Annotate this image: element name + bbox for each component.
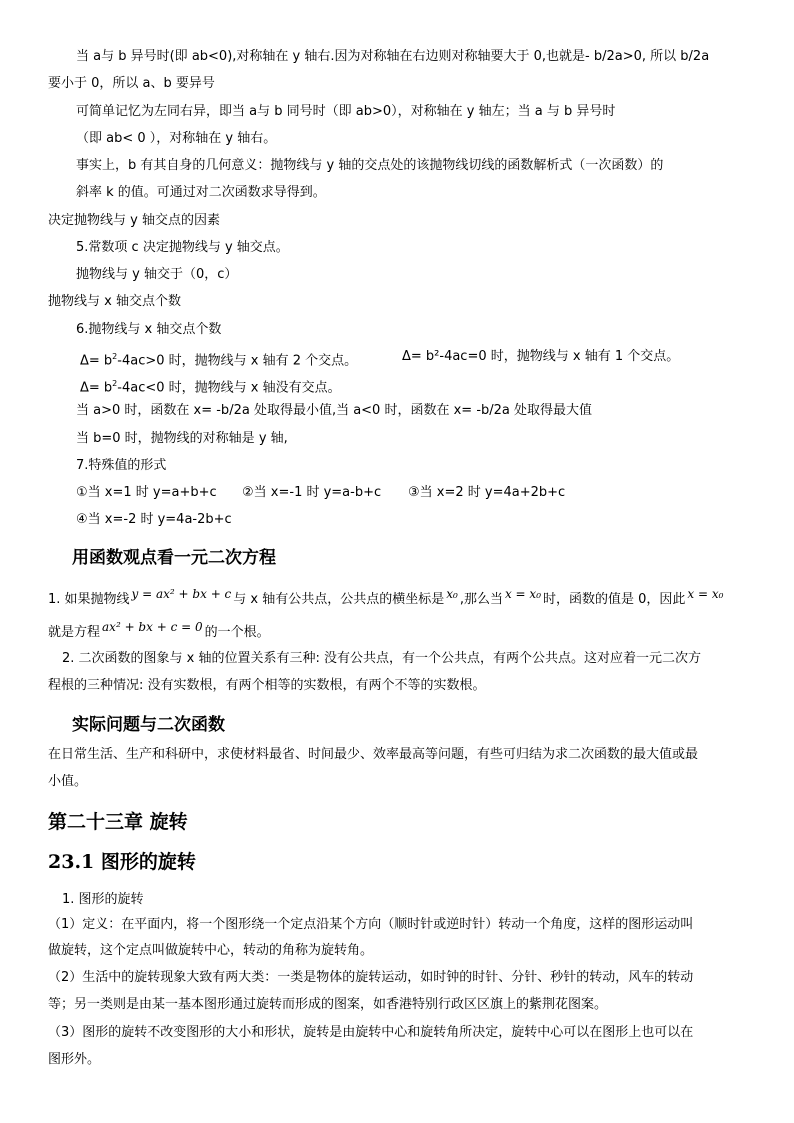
b-meaning-line: 事实上，b 有其自身的几何意义：抛物线与 y 轴的交点处的该抛物线切线的函数解析式（一次函数）的: [76, 158, 664, 173]
special-value-1: ①当 x=1 时 y=a+b+c: [76, 485, 217, 500]
rotation-examples-cont: 等；另一类则是由某一基本图形通过旋转而形成的图案，如香港特别行政区区旗上的紫荆花图案。: [48, 997, 608, 1012]
constant-c-line: 5.常数项 c 决定抛物线与 y 轴交点。: [76, 240, 289, 255]
rotation-properties: （3）图形的旋转不改变图形的大小和形状，旋转是由旋转中心和旋转角所决定，旋转中心可以在图形上也可以在: [48, 1025, 694, 1040]
equation-para-1: 1. 如果抛物线 y = ax² + bx + c 与 x 轴有公共点，公共点的横坐标是 x₀ ,那么当 x = x₀ 时，函数的值是 0，因此 x = x₀: [48, 587, 724, 607]
memory-tip-line: 可简单记忆为左同右异，即当 a与 b 同号时（即 ab>0），对称轴在 y 轴左；当 a 与 b 异号时: [76, 104, 616, 119]
section-heading-equation: 用函数观点看一元二次方程: [72, 548, 276, 568]
extremum-line: 当 a>0 时，函数在 x= -b/2a 处取得最小值,当 a<0 时，函数在 x= -b/2a 处取得最大值: [76, 403, 593, 418]
real-problems-para: 在日常生活、生产和科研中，求使材料最省、时间最少、效率最高等问题，有些可归结为求二次函数的最大值或最: [48, 747, 699, 762]
discriminant-positive-line: $\Delta= b^2-4ac>0$ 时，抛物线与 x 轴有 2 个交点。: [80, 352, 358, 369]
section-heading-real-problems: 实际问题与二次函数: [72, 715, 225, 735]
equation-para-2-cont: 程根的三种情况: 没有实数根，有两个相等的实数根，有两个不等的实数根。: [48, 678, 486, 693]
x-intersection-count-heading: 抛物线与 x 轴交点个数: [48, 294, 181, 309]
chapter-title: 第二十三章 旋转: [48, 811, 188, 833]
section-title: 23.1 图形的旋转: [48, 851, 196, 873]
y-intercept-factor-heading: 决定抛物线与 y 轴交点的因素: [48, 213, 220, 228]
y-intercept-point-line: 抛物线与 y 轴交于（0，c）: [76, 267, 238, 282]
memory-tip-line-cont: （即 ab< 0 ），对称轴在 y 轴右。: [76, 131, 277, 146]
equation-para-1-cont: 就是方程 ax² + bx + c = 0 的一个根。: [48, 620, 270, 640]
b-zero-line: 当 b=0 时，抛物线的对称轴是 y 轴,: [76, 431, 288, 446]
special-value-2: ②当 x=-1 时 y=a-b+c: [242, 485, 382, 500]
real-problems-para-cont: 小值。: [48, 774, 88, 789]
special-values-heading: 7.特殊值的形式: [76, 458, 167, 473]
discriminant-negative-line: $\Delta= b^2-4ac<0$ 时，抛物线与 x 轴没有交点。: [80, 379, 341, 396]
rotation-definition-cont: 做旋转，这个定点叫做旋转中心，转动的角称为旋转角。: [48, 943, 374, 958]
rotation-subheading: 1. 图形的旋转: [62, 892, 144, 907]
rotation-examples: （2）生活中的旋转现象大致有两大类：一类是物体的旋转运动，如时钟的时针、分针、秒针的转动，风车的转动: [48, 970, 694, 985]
equation-para-2: 2. 二次函数的图象与 x 轴的位置关系有三种: 没有公共点，有一个公共点，有两个公共点。这对应着一元二次方: [62, 651, 702, 666]
special-value-3: ③当 x=2 时 y=4a+2b+c: [408, 485, 566, 500]
b-meaning-line-cont: 斜率 k 的值。可通过对二次函数求导得到。: [76, 185, 326, 200]
x-intersection-count-item: 6.抛物线与 x 轴交点个数: [76, 322, 222, 337]
symmetry-axis-right-line: 当 a与 b 异号时(即 ab<0),对称轴在 y 轴右.因为对称轴在右边则对称轴要大于 0,也就是- b/2a>0, 所以 b/2a: [76, 49, 710, 64]
special-value-4: ④当 x=-2 时 y=4a-2b+c: [76, 512, 232, 527]
rotation-properties-cont: 图形外。: [48, 1052, 101, 1067]
discriminant-zero-line: Δ= b²-4ac=0 时，抛物线与 x 轴有 1 个交点。: [402, 349, 680, 364]
symmetry-axis-right-line-cont: 要小于 0，所以 a、b 要异号: [48, 76, 215, 91]
rotation-definition: （1）定义：在平面内，将一个图形绕一个定点沿某个方向（顺时针或逆时针）转动一个角度，这样的图形运动叫: [48, 917, 694, 932]
